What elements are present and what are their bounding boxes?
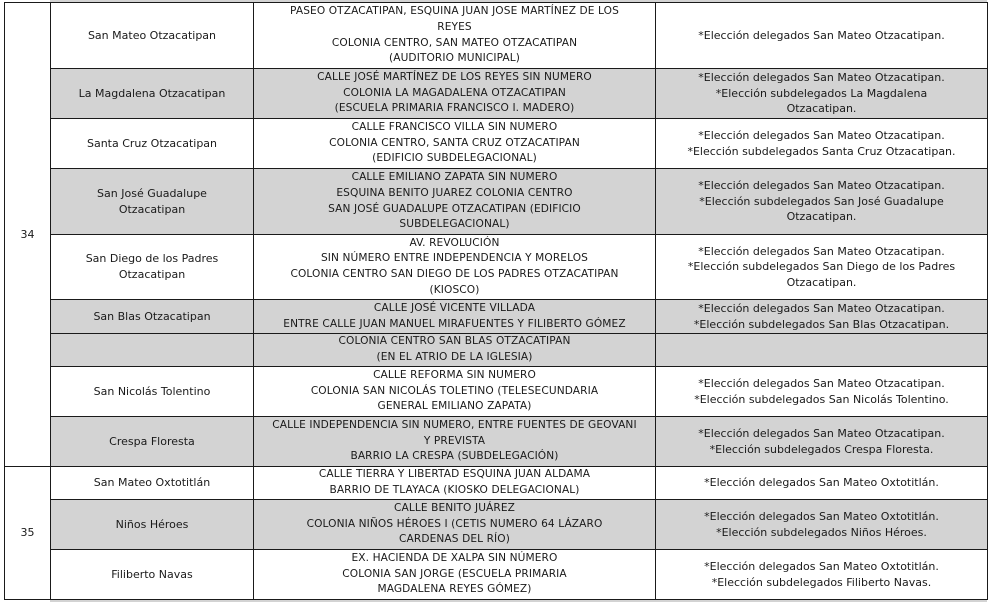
address-line: COLONIA SAN JORGE (ESCUELA PRIMARIA (342, 567, 567, 580)
address-line: COLONIA SAN NICOLÁS TOLETINO (TELESECUNDARIA (310, 384, 599, 397)
election-line: Otzacatipan. (786, 210, 857, 224)
address-line: CALLE REFORMA SIN NUMERO (373, 369, 536, 382)
election-line: *Elección subdelegados Santa Cruz Otzacatipan. (687, 144, 956, 158)
table-row (5, 467, 988, 500)
table-row (5, 119, 988, 169)
election-table (4, 2, 988, 600)
election-line: *Elección subdelegados La Magdalena (715, 86, 928, 100)
address-line: (ESCUELA PRIMARIA FRANCISCO I. MADERO) (334, 102, 575, 115)
election-cell (656, 69, 988, 119)
address-cell (254, 169, 656, 235)
address-line: CALLE INDEPENDENCIA SIN NUMERO, ENTRE FUENTES DE GEOVANI (272, 419, 637, 432)
election-line: *Elección delegados San Mateo Otzacatipan. (698, 426, 945, 440)
election-cell (656, 235, 988, 300)
locality-cell (51, 367, 254, 417)
election-line: *Elección delegados San Mateo Otzacatipan. (698, 128, 945, 142)
election-cell (656, 500, 988, 550)
locality-line: San Blas Otzacatipan (93, 309, 211, 323)
address-line: COLONIA CENTRO SAN BLAS OTZACATIPAN (338, 335, 571, 348)
locality-line: San José Guadalupe (97, 186, 207, 200)
election-line: *Elección delegados San Mateo Otzacatipan. (698, 376, 945, 390)
locality-line: Crespa Floresta (109, 434, 195, 448)
address-cell (254, 235, 656, 300)
election-cell (656, 417, 988, 467)
election-line: Otzacatipan. (786, 275, 857, 289)
address-cell (254, 334, 656, 367)
address-cell (254, 500, 656, 550)
table-row (5, 367, 988, 417)
locality-cell (51, 467, 254, 500)
address-line: EX. HACIENDA DE XALPA SIN NÚMERO (351, 552, 558, 565)
locality-cell (51, 300, 254, 334)
election-table-container (4, 2, 987, 600)
election-line: *Elección delegados San Mateo Oxtotitlán. (704, 476, 939, 490)
table-row (5, 500, 988, 550)
locality-cell (51, 119, 254, 169)
election-line: *Elección subdelegados Filiberto Navas. (711, 575, 932, 589)
address-line: (EDIFICIO SUBDELEGACIONAL) (372, 152, 537, 165)
election-line: Otzacatipan. (786, 102, 857, 116)
election-line: *Elección delegados San Mateo Otzacatipan. (698, 71, 945, 85)
election-line: *Elección delegados San Mateo Otzacatipan. (698, 301, 945, 315)
election-cell (656, 119, 988, 169)
address-line: CALLE BENITO JUÁREZ (393, 502, 516, 515)
locality-cell (51, 69, 254, 119)
locality-line: San Diego de los Padres (85, 252, 219, 266)
election-line: *Elección delegados San Mateo Otzacatipan. (698, 179, 945, 193)
election-cell (656, 300, 988, 334)
address-line: BARRIO LA CRESPA (SUBDELEGACIÓN) (350, 450, 559, 463)
election-line: *Elección subdelegados San José Guadalupe (699, 194, 944, 208)
address-cell (254, 467, 656, 500)
section-number: 35 (5, 467, 51, 600)
table-row (5, 69, 988, 119)
address-line: CALLE TIERRA Y LIBERTAD ESQUINA JUAN ALDAMA (318, 468, 591, 481)
address-line: COLONIA NIÑOS HÉROES I (CETIS NUMERO 64 LÁZARO (306, 517, 603, 530)
locality-line: San Mateo Oxtotitlán (93, 476, 211, 490)
election-line: *Elección subdelegados San Nicolás Tolentino. (694, 392, 949, 406)
address-line: PASEO OTZACATIPAN, ESQUINA JUAN JOSE MARTÍNEZ DE LOS (290, 5, 619, 18)
address-line: SIN NÚMERO ENTRE INDEPENDENCIA Y MORELOS (320, 252, 588, 265)
locality-line: Otzacatipan (118, 202, 186, 216)
locality-line: Otzacatipan (118, 268, 186, 281)
address-line: ESQUINA BENITO JUAREZ COLONIA CENTRO (336, 186, 573, 199)
address-cell (254, 417, 656, 467)
address-line: CALLE JOSÉ MARTÍNEZ DE LOS REYES SIN NUMERO (317, 71, 592, 84)
table-row (5, 235, 988, 300)
election-cell (656, 550, 988, 600)
address-cell (254, 367, 656, 417)
locality-line: Filiberto Navas (111, 567, 193, 581)
address-line: COLONIA CENTRO, SAN MATEO OTZACATIPAN (331, 36, 578, 49)
table-row (5, 300, 988, 334)
locality-line: Niños Héroes (115, 517, 189, 531)
address-cell (254, 300, 656, 334)
locality-cell (51, 417, 254, 467)
address-cell (254, 119, 656, 169)
election-line: *Elección delegados San Mateo Otzacatipan. (698, 28, 945, 42)
address-line: COLONIA CENTRO SAN DIEGO DE LOS PADRES OTZACATIPAN (290, 268, 619, 280)
election-cell (656, 467, 988, 500)
address-line: SUBDELEGACIONAL) (399, 218, 510, 231)
address-line: CARDENAS DEL RÍO) (399, 533, 510, 546)
locality-cell (51, 235, 254, 300)
locality-line: Santa Cruz Otzacatipan (86, 136, 218, 150)
address-line: CALLE JOSÉ VICENTE VILLADA (373, 301, 536, 314)
election-line: *Elección subdelegados San Diego de los Padres (687, 260, 956, 274)
locality-line: San Nicolás Tolentino (93, 384, 211, 398)
address-line: CALLE FRANCISCO VILLA SIN NUMERO (351, 121, 558, 134)
election-line: *Elección subdelegados San Blas Otzacatipan. (693, 317, 950, 331)
address-line: (KIOSCO) (429, 283, 480, 296)
election-cell (656, 334, 988, 367)
election-line: *Elección subdelegados Niños Héroes. (716, 525, 927, 539)
table-row (5, 550, 988, 600)
address-line: (EN EL ATRIO DE LA IGLESIA) (376, 351, 533, 363)
election-cell (656, 3, 988, 69)
address-cell (254, 550, 656, 600)
table-row (5, 3, 988, 69)
section-number: 34 (5, 3, 51, 467)
locality-cell (51, 550, 254, 600)
election-line: *Elección delegados San Mateo Oxtotitlán. (704, 509, 939, 523)
address-line: COLONIA CENTRO, SANTA CRUZ OTZACATIPAN (329, 136, 580, 149)
locality-cell (51, 169, 254, 235)
address-line: Y PREVISTA (423, 434, 486, 447)
address-line: BARRIO DE TLAYACA (KIOSKO DELEGACIONAL) (329, 484, 580, 496)
election-cell (656, 367, 988, 417)
address-cell (254, 3, 656, 69)
locality-cell (51, 3, 254, 69)
election-line: *Elección delegados San Mateo Oxtotitlán. (704, 559, 939, 573)
table-row (5, 417, 988, 467)
address-cell (254, 69, 656, 119)
address-line: MAGDALENA REYES GÓMEZ) (377, 583, 532, 596)
election-line: *Elección subdelegados Crespa Floresta. (709, 442, 934, 456)
locality-line: La Magdalena Otzacatipan (78, 86, 226, 100)
address-line: SAN JOSÉ GUADALUPE OTZACATIPAN (EDIFICIO (328, 202, 581, 215)
election-cell (656, 169, 988, 235)
address-line: CALLE EMILIANO ZAPATA SIN NUMERO (351, 171, 558, 184)
address-line: AV. REVOLUCIÓN (409, 236, 500, 249)
locality-cell (51, 334, 254, 367)
address-line: COLONIA LA MAGADALENA OTZACATIPAN (343, 86, 566, 99)
table-row (5, 169, 988, 235)
locality-line: San Mateo Otzacatipan (87, 28, 217, 42)
address-line: REYES (437, 20, 472, 33)
address-line: (AUDITORIO MUNICIPAL) (389, 52, 520, 65)
table-row (5, 334, 988, 367)
address-line: GENERAL EMILIANO ZAPATA) (377, 400, 532, 413)
locality-cell (51, 500, 254, 550)
address-line: ENTRE CALLE JUAN MANUEL MIRAFUENTES Y FILIBERTO GÓMEZ (283, 317, 626, 330)
election-line: *Elección delegados San Mateo Otzacatipan. (698, 244, 945, 258)
